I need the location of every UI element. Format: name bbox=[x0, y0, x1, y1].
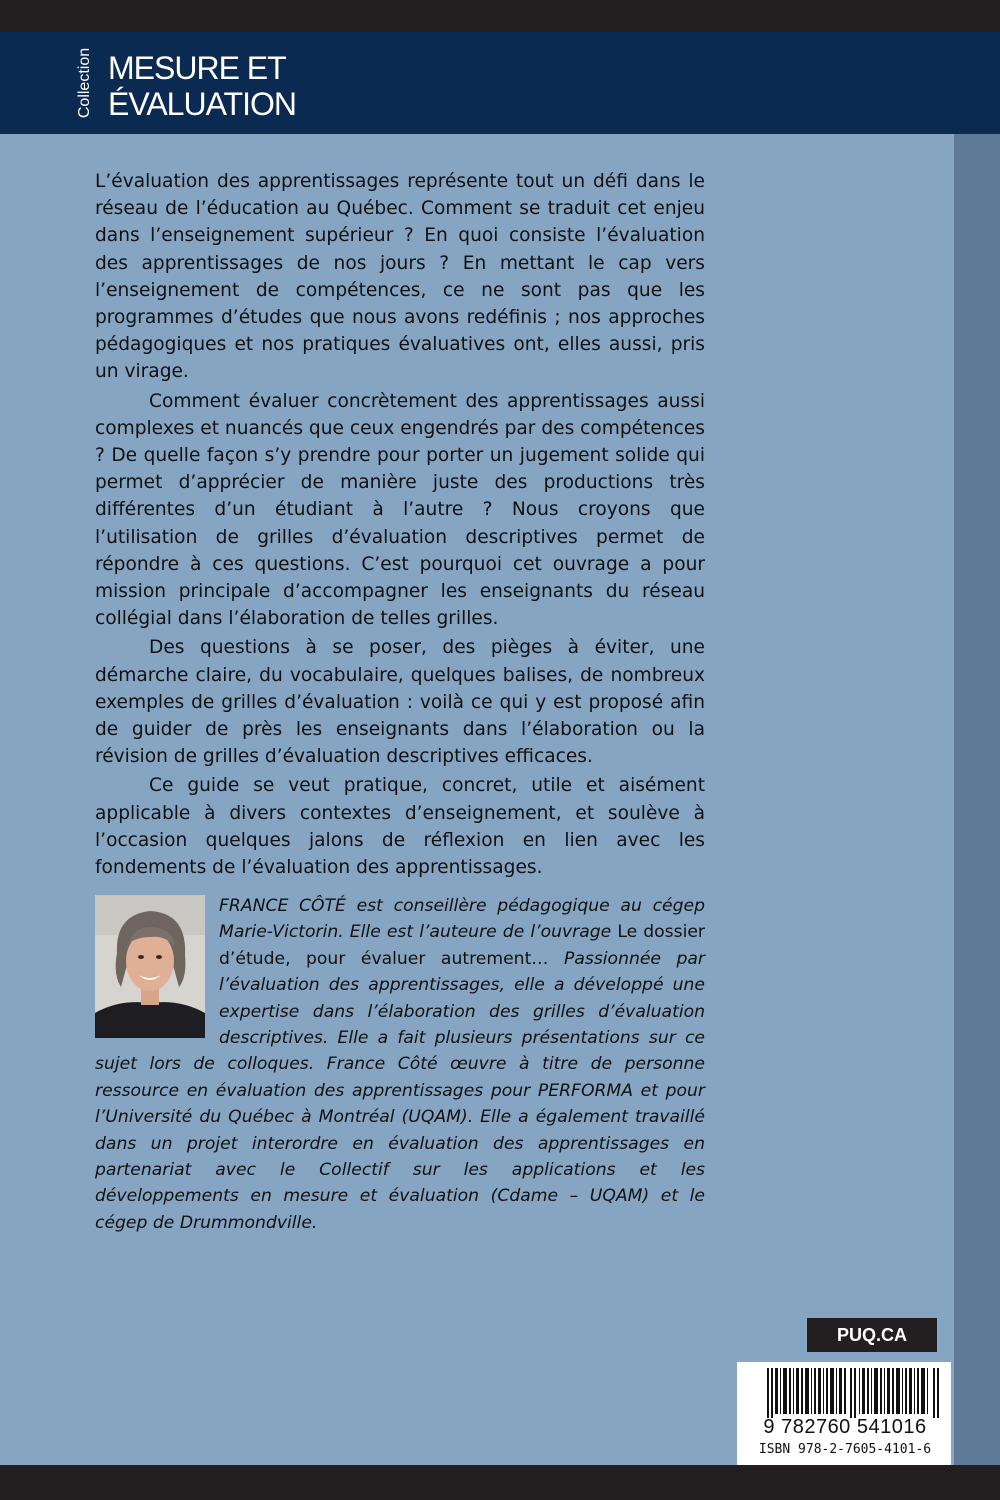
back-cover-blurb bbox=[95, 168, 705, 883]
spine-side-bar bbox=[954, 134, 1000, 1465]
blurb-paragraph: Comment évaluer concrètement des apprentissages aussi complexes et nuancés que ceux engendrés par des compétences ? De quelle façon s’y prendre pour porter un jugement solide qui permet d’apprécier de manière juste des productions très différentes d’un étudiant à l’autre ? Nous croyons que l’utilisation de grilles d’évaluation descriptives permet de répondre à ces questions. C’est pourquoi cet ouvrage a pour mission principale d’accompagner les enseignants du réseau collégial dans l’élaboration de telles grilles. bbox=[95, 390, 705, 630]
blurb-paragraph: L’évaluation des apprentissages représente tout un défi dans le réseau de l’éducation au Québec. Comment se traduit cet enjeu dans l’enseignement supérieur ? En quoi consiste l’évaluation des apprentissages de nos jours ? En mettant le cap vers l’enseignement de compétences, ce ne sont pas que les programmes d’études que nous avons redéfinis ; nos approches pédagogiques et nos pratiques évaluatives ont, elles aussi, pris un virage. bbox=[95, 171, 705, 383]
author-bio bbox=[95, 893, 705, 1236]
barcode-bars bbox=[767, 1368, 943, 1418]
photo-wrap-space bbox=[95, 893, 219, 1045]
top-dark-strip bbox=[0, 0, 1000, 32]
logo-line-evaluation: ÉVALUATION bbox=[108, 86, 296, 122]
publisher-site-label: PUQ.CA bbox=[807, 1318, 937, 1352]
series-logo bbox=[76, 44, 296, 130]
isbn-number: ISBN 978-2-7605-4101-6 bbox=[758, 1442, 932, 1457]
bottom-dark-strip bbox=[0, 1465, 1000, 1500]
logo-line-mesure: MESURE ET bbox=[108, 50, 286, 86]
isbn-barcode bbox=[737, 1362, 951, 1465]
blurb-paragraph: Ce guide se veut pratique, concret, utile et aisément applicable à divers contextes d’enseignement, et soulève à l’occasion quelques jalons de réflexion en lien avec les fondements de l’évaluation des apprentissages. bbox=[95, 775, 705, 879]
bio-book-title: Le dossier d’étude, pour évaluer autrement… bbox=[219, 922, 706, 969]
blurb-paragraph: Des questions à se poser, des pièges à éviter, une démarche claire, du vocabulaire, quelques balises, de nombreux exemples de grilles d’évaluation : voilà ce qui y est proposé afin de guider de près les enseignants dans l’élaboration ou la révision de grilles d’évaluation descriptives efficaces. bbox=[95, 637, 705, 768]
barcode-digits: 9 782760 541016 bbox=[763, 1416, 927, 1438]
bio-text-part2: Passionnée par l’évaluation des apprentissages, elle a développé une expertise dans l’élaboration des grilles d’évaluation descriptives. Elle a fait plusieurs présentations sur ce sujet lors de colloques. France Côté œuvre à titre de personne ressource en évaluation des apprentissages pour PERFORMA et pour l’Université du Québec à Montréal (UQAM). Elle a également travaillé dans un projet interordre en évaluation des apprentissages en partenariat avec le Collectif sur les applications et les développements en mesure et évaluation (Cdame – UQAM) et le cégep de Drummondville. bbox=[95, 948, 705, 1233]
bio-text-part1: FRANCE CÔTÉ est conseillère pédagogique au cégep Marie-Victorin. Elle est l’auteure de l’ouvrage bbox=[219, 896, 705, 943]
logo-collection-label: Collection bbox=[76, 47, 94, 119]
